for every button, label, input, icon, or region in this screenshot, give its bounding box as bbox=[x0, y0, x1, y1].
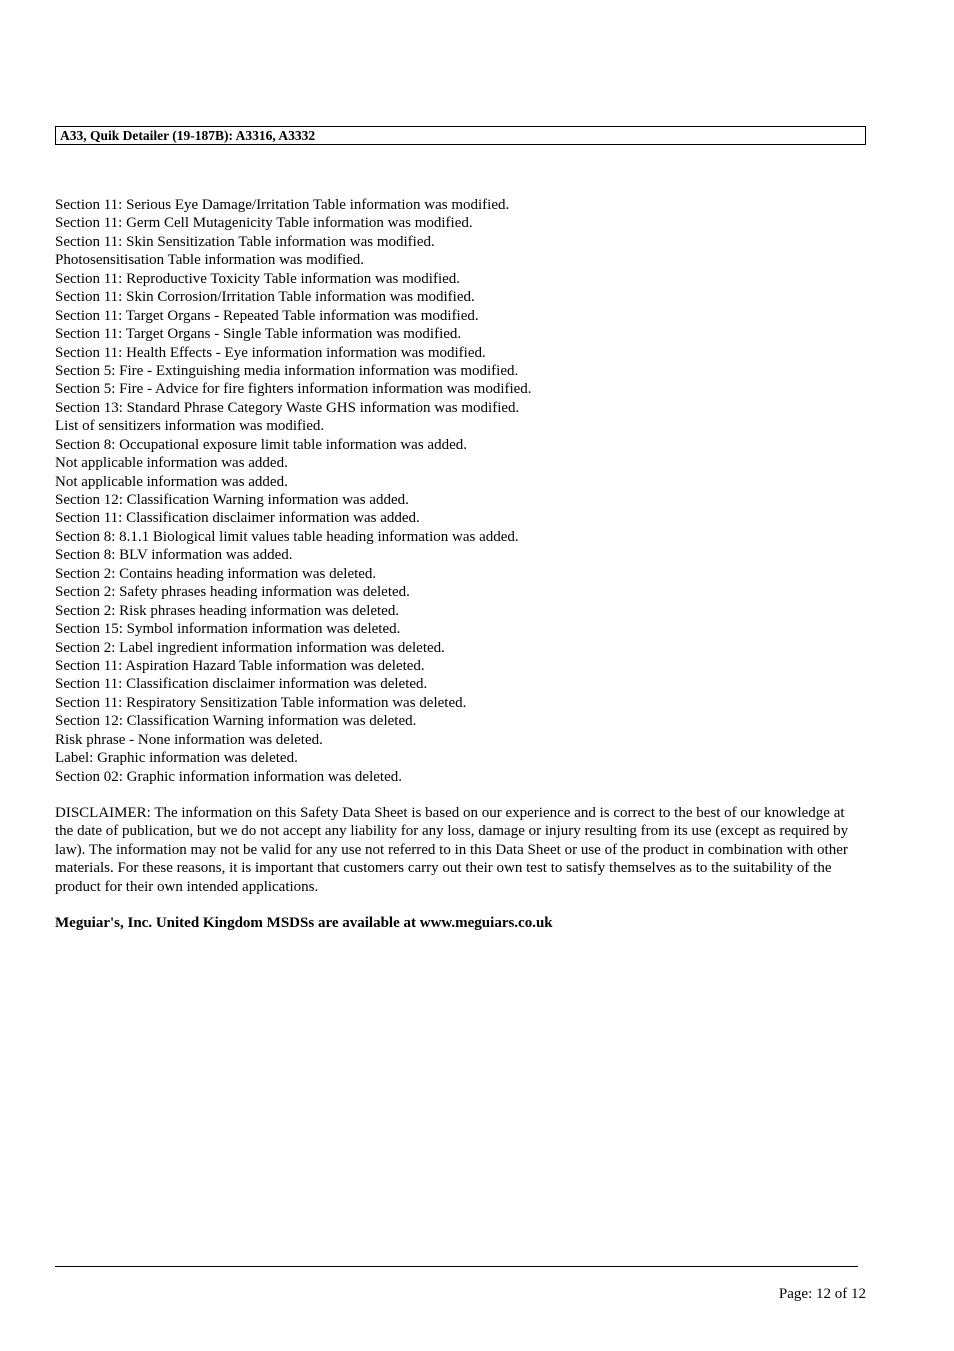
list-item: Section 11: Skin Sensitization Table information was modified. bbox=[55, 233, 435, 250]
list-item: Not applicable information was added. bbox=[55, 473, 288, 490]
company-msds-note: Meguiar's, Inc. United Kingdom MSDSs are available at www.meguiars.co.uk bbox=[55, 915, 553, 931]
list-item: Section 2: Risk phrases heading information was deleted. bbox=[55, 602, 400, 619]
list-item: Section 11: Classification disclaimer information was deleted. bbox=[55, 676, 428, 693]
footer-divider bbox=[55, 1266, 858, 1267]
list-item: Section 2: Label ingredient information information was deleted. bbox=[55, 639, 445, 656]
list-item: Section 11: Serious Eye Damage/Irritation Table information was modified. bbox=[55, 197, 510, 213]
product-title: A33, Quik Detailer (19-187B): A3316, A3332 bbox=[60, 128, 316, 143]
list-item: Photosensitisation Table information was modified. bbox=[55, 252, 365, 269]
list-item: Section 11: Aspiration Hazard Table information was deleted. bbox=[55, 657, 425, 674]
list-item: Section 8: Occupational exposure limit table information was added. bbox=[55, 436, 467, 453]
document-header bbox=[55, 126, 866, 145]
list-item: Section 12: Classification Warning information was deleted. bbox=[55, 713, 417, 730]
list-item: Section 15: Symbol information information was deleted. bbox=[55, 621, 401, 638]
list-item: Risk phrase - None information was deleted. bbox=[55, 731, 323, 748]
list-item: Section 8: BLV information was added. bbox=[55, 547, 293, 564]
list-item: Section 11: Target Organs - Single Table information was modified. bbox=[55, 326, 462, 343]
list-item: Section 12: Classification Warning information was added. bbox=[55, 492, 409, 508]
list-item: Section 11: Target Organs - Repeated Table information was modified. bbox=[55, 307, 479, 324]
list-item: Section 2: Safety phrases heading information was deleted. bbox=[55, 584, 410, 601]
disclaimer-paragraph: DISCLAIMER: The information on this Safety Data Sheet is based on our experience and is correct to the best of our knowledge at the date of publication, but we do not accept any liability for any loss, damage or injury resulting from its use (except as required by law). The information may not be valid for any use not referred to in this Data Sheet or use of the product in combination with other materials. For these reasons, it is important that customers carry out their own test to satisfy themselves as to the suitability of the product for their own intended applications. bbox=[55, 805, 849, 895]
list-item: Section 2: Contains heading information was deleted. bbox=[55, 565, 377, 582]
list-item: Label: Graphic information was deleted. bbox=[55, 750, 298, 767]
list-item: Section 02: Graphic information information was deleted. bbox=[55, 768, 402, 785]
page-number: Page: 12 of 12 bbox=[778, 1286, 866, 1302]
list-item: Section 13: Standard Phrase Category Waste GHS information was modified. bbox=[55, 399, 520, 416]
list-item: Section 11: Germ Cell Mutagenicity Table information was modified. bbox=[55, 215, 473, 232]
revision-changes-list bbox=[55, 196, 875, 786]
list-item: Section 11: Classification disclaimer information was added. bbox=[55, 510, 420, 527]
list-item: Section 5: Fire - Extinguishing media information information was modified. bbox=[55, 362, 519, 379]
list-item: Section 5: Fire - Advice for fire fighters information information was modified. bbox=[55, 381, 532, 398]
list-item: Section 8: 8.1.1 Biological limit values table heading information was added. bbox=[55, 528, 519, 545]
list-item: Section 11: Reproductive Toxicity Table information was modified. bbox=[55, 270, 461, 287]
list-item: Section 11: Respiratory Sensitization Table information was deleted. bbox=[55, 694, 467, 711]
list-item: Section 11: Skin Corrosion/Irritation Table information was modified. bbox=[55, 289, 475, 306]
list-item: Section 11: Health Effects - Eye information information was modified. bbox=[55, 344, 486, 361]
list-item: Not applicable information was added. bbox=[55, 455, 288, 472]
list-item: List of sensitizers information was modified. bbox=[55, 418, 325, 435]
